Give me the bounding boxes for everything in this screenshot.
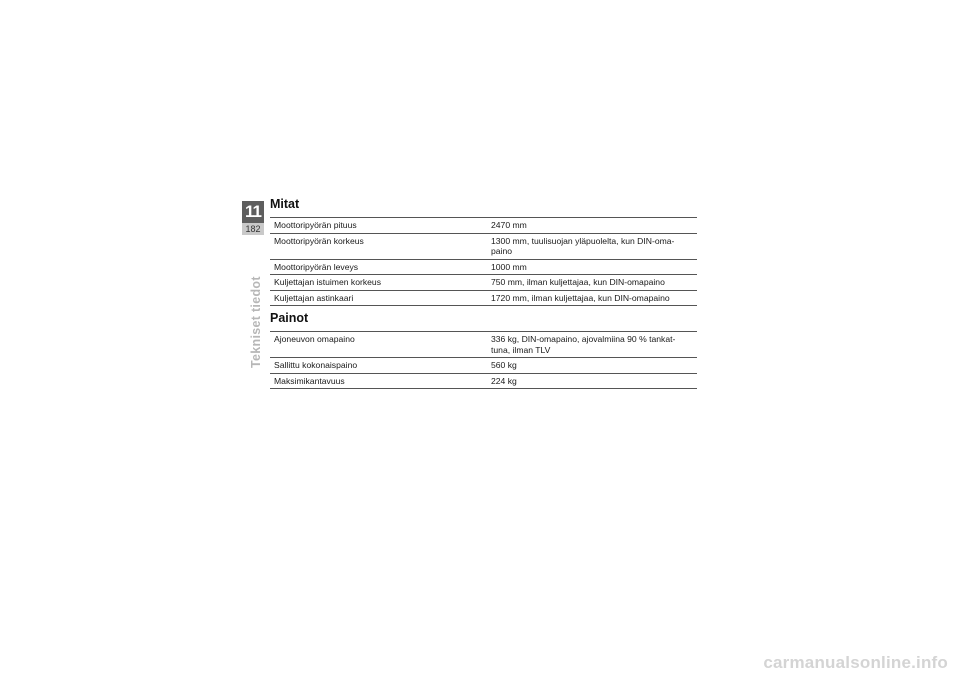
chapter-number: 11 (245, 202, 261, 221)
row-label: Ajoneuvon omapaino (274, 334, 355, 344)
row-value: 224 kg (491, 375, 517, 386)
section-title-painot: Painot (270, 311, 309, 325)
row-value: 560 kg (491, 360, 517, 370)
row-value: 750 mm, ilman kuljettajaa, kun DIN-omapaino (491, 277, 665, 287)
chapter-side-title: Tekniset tiedot (249, 276, 263, 368)
row-value: 1720 mm, ilman kuljettajaa, kun DIN-omapaino (491, 292, 670, 303)
table-row (270, 290, 697, 306)
row-label: Moottoripyörän pituus (274, 220, 357, 230)
table-row (270, 332, 697, 358)
table-row (270, 358, 697, 374)
row-label: Moottoripyörän leveys (274, 261, 359, 272)
row-label: Sallittu kokonaispaino (274, 360, 358, 370)
row-label: Moottoripyörän korkeus (274, 235, 364, 246)
table-row (270, 259, 697, 275)
row-label: Maksimikantavuus (274, 375, 345, 386)
table-row (270, 275, 697, 291)
table-row (270, 233, 697, 259)
table-painot (270, 331, 697, 389)
table-mitat (270, 217, 697, 306)
section-mitat (270, 197, 697, 306)
page-number: 182 (242, 223, 264, 235)
table-row (270, 373, 697, 389)
row-label: Kuljettajan astinkaari (274, 292, 354, 303)
section-title-mitat: Mitat (270, 197, 300, 211)
row-value: 2470 mm (491, 220, 527, 230)
section-painot (270, 311, 697, 389)
chapter-tab (242, 201, 264, 223)
row-value: 336 kg, DIN-omapaino, ajovalmiina 90 % tankat- tuna, ilman TLV (491, 334, 676, 355)
row-value: 1300 mm, tuulisuojan yläpuolelta, kun DIN-oma- paino (491, 235, 675, 256)
row-label: Kuljettajan istuimen korkeus (274, 277, 381, 287)
row-value: 1000 mm (491, 261, 527, 272)
table-row (270, 218, 697, 234)
watermark: carmanualsonline.info (763, 653, 948, 672)
